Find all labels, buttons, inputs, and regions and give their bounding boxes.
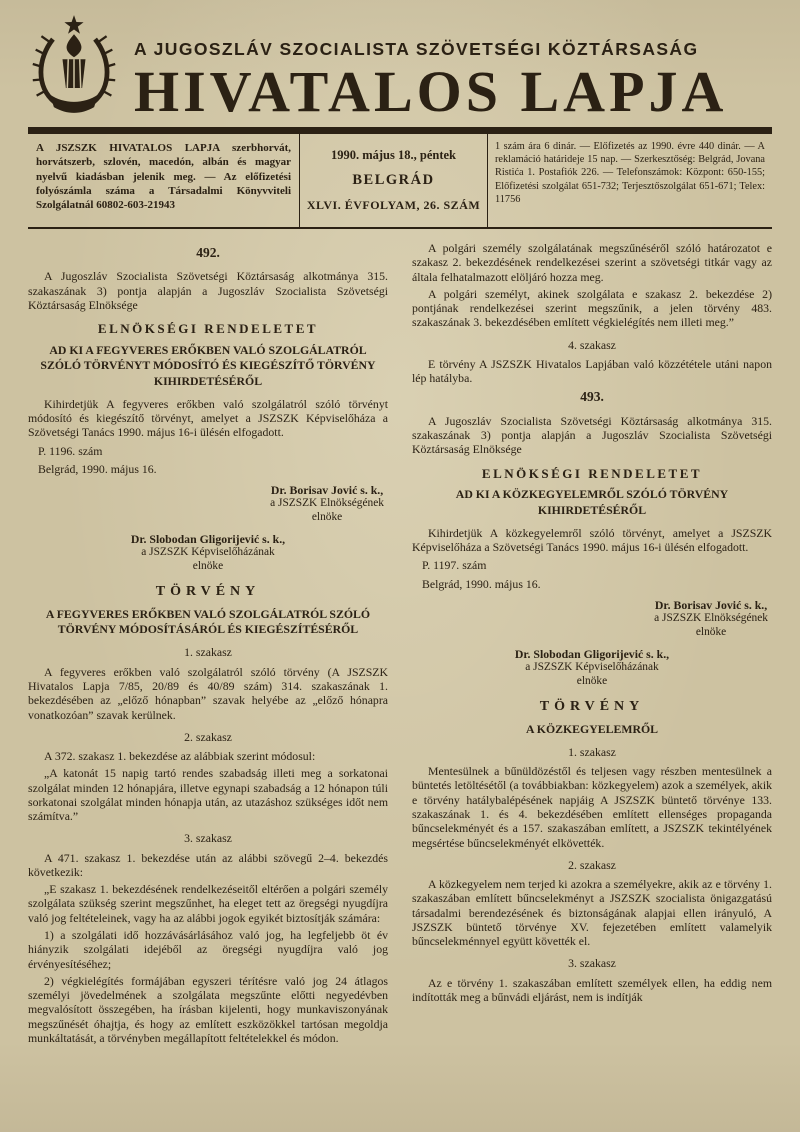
- left-column: [28, 241, 388, 1048]
- section-heading: 2. szakasz: [184, 729, 232, 744]
- ribbon-icon: [50, 95, 98, 113]
- decree-subheading: AD KI A KÖZKEGYELEMRŐL SZÓLÓ TÖRVÉNY KIHIRDETÉSÉRŐL: [455, 487, 729, 517]
- signature-name: Dr. Borisav Jović s. k.,: [270, 483, 384, 498]
- publication-info: A JSZSZK HIVATALOS LAPJA szerbhorvát, horvátszerb, szlovén, macedón, albán és magyar nyelvű kiadásban jelenik meg. — Az előfizetési folyószámla száma a Társadalmi Könyvviteli Szolgálatnál 60802-603-21943: [28, 134, 300, 227]
- section-heading: 4. szakasz: [568, 337, 616, 352]
- masthead-rule: [28, 127, 772, 134]
- signature-block: [131, 532, 285, 574]
- signature-role: elnöke: [695, 626, 727, 639]
- signature-role: elnöke: [311, 511, 343, 524]
- law-title: TÖRVÉNY: [155, 583, 261, 599]
- signature-name: Dr. Borisav Jović s. k.,: [654, 597, 768, 612]
- paragraph: A polgári személy szolgálatának megszűnéséről szóló határozatot e szakasz 2. bekezdésének rendelkezései szerint a szövetségi titkár vagy az általa felhatalmazott elöljáró hozza meg.: [412, 241, 772, 284]
- paragraph: 2) végkielégítés formájában egyszeri térítésre való jog 24 átlagos személyi jövedelmének a szolgálata megszűnte előtti negyedévben megvalósított összegében, ha írásban kijelenti, hogy munkaviszonyának megszűnését óhajtja, és hogy az említett eszközökkel tartósan megoldja munkáltatását, a törvényben megállapított feltételekkel és módon.: [28, 973, 388, 1045]
- signature-block: [654, 598, 768, 640]
- issue-info: [300, 134, 488, 227]
- paragraph: Mentesülnek a bűnüldözéstől és teljesen vagy részben mentesülnek a büntetés letöltésétől (a továbbiakban: közkegyelem) azok a személyek, akik e törvény hatálybalépésének napjáig A JSZSZK büntető törvénye 133. szakaszának 1. és 4. bekezdésében említett ellenséges propaganda bűncselekményét és a 157. szakaszában említett, a JSZSZK tekintélyének megsértése bűncselekményét elkövették.: [412, 764, 772, 850]
- paragraph: A közkegyelem nem terjed ki azokra a személyekre, akik az e törvény 1. szakaszában említett bűncselekményt a JSZSZK szocialista önigazgatású társadalmi berendezésének és biztonságának alapjai ellen irányuló, A JSZSZK büntető törvénye XV. fejezetében említett valamelyik bűncselekménnyel együtt követték el.: [412, 877, 772, 949]
- paragraph: „A katonát 15 napig tartó rendes szabadság illeti meg a sorkatonai szolgálat minden 12 hónapjára, illetve egynapi szabadság a 12 hónapon túli sorkatonai szolgálat minden hónapja után, az utazáshoz szükséges időt nem számítva.”: [28, 766, 388, 824]
- article-number: 492.: [196, 245, 220, 260]
- article-columns: [28, 229, 772, 1048]
- gazette-title: HIVATALOS LAPJA: [134, 58, 728, 124]
- paragraph: E törvény A JSZSZK Hivatalos Lapjában való közzététele utáni napon lép hatályba.: [412, 356, 772, 386]
- star-icon: [64, 15, 83, 34]
- reference-line: P. 1197. szám: [422, 558, 487, 573]
- paragraph: Az e törvény 1. szakaszában említett személyek ellen, ha eddig nem indították meg a bűnvádi eljárást, nem is indítják: [412, 975, 772, 1004]
- signature-name: Dr. Slobodan Gligorijević s. k.,: [514, 646, 670, 661]
- issue-volume-number: XLVI. ÉVFOLYAM, 26. SZÁM: [306, 198, 481, 212]
- decree-subheading: AD KI A FEGYVERES ERŐKBEN VALÓ SZOLGÁLATRÓL SZÓLÓ TÖRVÉNYT MÓDOSÍTÓ ÉS KIEGÉSZÍTŐ TÖRVÉNY KIHIRDETÉSÉRŐL: [40, 342, 376, 388]
- coat-of-arms-logo: [28, 14, 120, 121]
- signature-block: [515, 647, 669, 689]
- paragraph: A fegyveres erőkben való szolgálatról szóló törvény (A JSZSZK Hivatalos Lapja 7/85, 20/89 és 40/89 szám) 314. szakaszának 1. bekezdésében az „előző hónapban” szavak helyébe az „előző hónapra vonatkozóan” szavak kerülnek.: [28, 664, 388, 722]
- paragraph: Kihirdetjük A közkegyelemről szóló törvényt, amelyet a JSZSZK Képviselőháza a Szövetségi Tanács 1990. május 16-i ülésén elfogadott.: [412, 525, 772, 555]
- infobar: [28, 134, 772, 229]
- signature-role: a JSZSZK Elnökségének: [654, 612, 768, 625]
- decree-subheading: A FEGYVERES ERŐKBEN VALÓ SZOLGÁLATRÓL SZÓLÓ TÖRVÉNY MÓDOSÍTÁSÁRÓL ÉS KIEGÉSZÍTÉSÉRŐL: [45, 606, 371, 637]
- signature-role: a JSZSZK Képviselőházának: [141, 546, 275, 559]
- reference-line: Belgrád, 1990. május 16.: [38, 461, 157, 476]
- law-title: TÖRVÉNY: [539, 698, 645, 714]
- signature-block: [270, 483, 384, 525]
- section-heading: 1. szakasz: [568, 744, 616, 759]
- paragraph: A Jugoszláv Szocialista Szövetségi Köztársaság alkotmánya 315. szakaszának 3) pontja alapján a Jugoszláv Szocialista Szövetségi Köztársaság Elnöksége: [412, 413, 772, 457]
- paragraph: A Jugoszláv Szocialista Szövetségi Köztársaság alkotmánya 315. szakaszának 3) pontja alapján a Jugoszláv Szocialista Szövetségi Köztársaság Elnöksége: [28, 269, 388, 312]
- right-column: [412, 241, 772, 1048]
- paragraph: Kihirdetjük A fegyveres erőkben való szolgálatról szóló törvényt módosító és kiegészítő törvényt, amelyet a JSZSZK Képviselőháza a Szövetségi Tanács 1990. május 16-i ülésén elfogadott.: [28, 396, 388, 440]
- decree-heading: ELNÖKSÉGI RENDELETET: [481, 465, 703, 481]
- signature-role: a JSZSZK Elnökségének: [270, 497, 384, 510]
- signature-role: elnöke: [576, 674, 608, 687]
- signature-name: Dr. Slobodan Gligorijević s. k.,: [130, 532, 286, 547]
- decree-subheading: A KÖZKEGYELEMRŐL: [525, 721, 659, 736]
- masthead-text: [134, 38, 772, 124]
- paragraph: A polgári személyt, akinek szolgálata e szakasz 2. bekezdése 2) pontjának rendelkezései szerint megszűnik, a jelen törvény 483. szakaszának 3. bekezdésében említett végkielégítés nem illeti meg.”: [412, 286, 772, 330]
- masthead: [28, 14, 772, 124]
- article-number: 493.: [580, 389, 604, 405]
- section-heading: 3. szakasz: [184, 831, 232, 846]
- paragraph: A 372. szakasz 1. bekezdése az alábbiak szerint módosul:: [44, 749, 316, 764]
- paragraph: 1) a szolgálati idő hozzávásárlásához való jog, ha legfeljebb öt év hiányzik szolgálati idejéből az öregségi nyugdíjra való jog érvényesítéséhez;: [28, 927, 388, 971]
- section-heading: 3. szakasz: [568, 956, 616, 971]
- flame-icon: [67, 34, 82, 57]
- section-heading: 2. szakasz: [568, 857, 616, 872]
- reference-line: P. 1196. szám: [38, 443, 103, 458]
- subscription-info: 1 szám ára 6 dinár. — Előfizetés az 1990. évre 440 dinár. — A reklamáció határideje 15 nap. — Szerkesztőség: Belgrád, Jovana Ristića 1. Postafiók 226. — Telefonszámok: Központ: 650-155; Előfizetési szolgálat 651-732; Terjesztőszolgálat 651-671; Telex: 11756: [495, 141, 765, 205]
- section-heading: 1. szakasz: [184, 645, 232, 660]
- signature-role: elnöke: [192, 560, 224, 573]
- reference-line: Belgrád, 1990. május 16.: [422, 576, 541, 591]
- republic-line: A JUGOSZLÁV SZOCIALISTA SZÖVETSÉGI KÖZTÁRSASÁG: [134, 38, 699, 59]
- coat-of-arms-icon: [28, 14, 120, 114]
- issue-date: 1990. május 18., péntek: [330, 148, 456, 162]
- signature-role: a JSZSZK Képviselőházának: [525, 661, 659, 674]
- paragraph: „E szakasz 1. bekezdésének rendelkezéseitől eltérően a polgári személy szolgálata szükség szerint megszűnhet, ha eleget tett az öregségi nyugdíjra való jog feltételeinek, vagy ha az alábbi jogok egyikét biztosítják számára:: [28, 882, 388, 925]
- issue-city: BELGRÁD: [352, 172, 435, 188]
- decree-heading: ELNÖKSÉGI RENDELETET: [97, 321, 319, 337]
- paragraph: A 471. szakasz 1. bekezdése után az alábbi szövegű 2–4. bekezdés következik:: [28, 850, 388, 879]
